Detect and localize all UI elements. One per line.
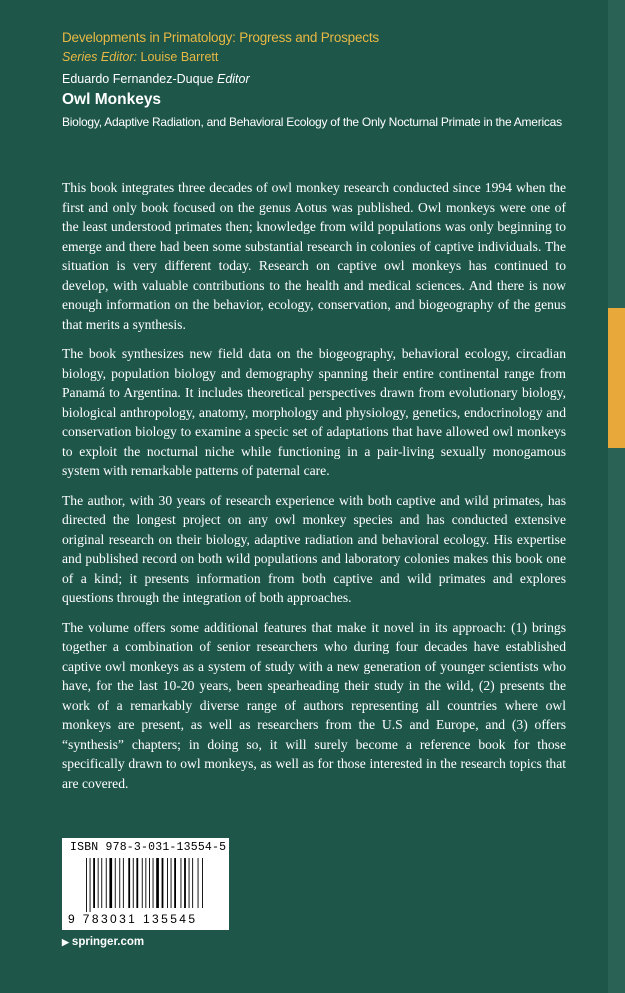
description: [62, 178, 566, 803]
description-paragraph-4: The volume offers some additional features that make it novel in its approach: (1) brings together a combination of senior researchers who during four decades have established captive owl monkeys as a system of study with a new generation of younger scientists who have, for the last 10-20 years, been spearheading their study in the wild, (2) presents the work of a remarkably diverse range of authors representing all countries where owl monkeys are present, as well as researchers from the U.S and Europe, and (3) offers “synthesis” chapters; in doing so, it will surely become a reference book for those specifically drawn to owl monkeys, as well as for those interested in the research topics that are covered.: [62, 619, 566, 791]
side-strip: [608, 0, 625, 993]
description-paragraph-2: The book synthesizes new field data on the biogeography, behavioral ecology, circadian biology, population biology and demography spanning their entire continental range from Panamá to Argentina. It includes theoretical perspectives drawn from evolutionary biology, biological anthropology, anatomy, morphology and physiology, genetics, endocrinology and conservation biology to examine a specic set of adaptations that have allowed owl monkeys to exploit the nocturnal niche while functioning in a pair-living sexually monogamous system with remarkable patterns of paternal care.: [62, 346, 566, 478]
description-paragraph-1: This book integrates three decades of owl monkey research conducted since 1994 when the first and only book focused on the genus Aotus was published. Owl monkeys were one of the least understood primates then; knowledge from wild populations was only beginning to emerge and there had been some substantial research in colonies of captive individuals. The situation is very different today. Research on captive owl monkeys has continued to develop, with valuable contributions to the health and medical sciences. And there is now enough information on the behavior, ecology, conservation, and biogeography of the genus that merits a synthesis.: [62, 180, 566, 332]
editor-line: [62, 70, 592, 88]
series-editor: [62, 48, 592, 66]
editor-role: Editor: [216, 72, 250, 86]
arrow-icon: ▶: [62, 937, 69, 947]
series-title: Developments in Primatology: Progress and Prospects: [62, 30, 379, 45]
series-editor-label: Series Editor:: [62, 50, 138, 64]
side-accent-bar: [608, 308, 625, 448]
book-subtitle: Biology, Adaptive Radiation, and Behavioral Ecology of the Only Nocturnal Primate in the Americas: [62, 115, 562, 129]
barcode-digits: 9 783031 135545: [68, 912, 198, 926]
book-title: Owl Monkeys: [62, 91, 162, 108]
publisher-url: springer.com: [71, 936, 145, 948]
header: [62, 28, 592, 131]
barcode-box: [62, 838, 229, 930]
publisher-link[interactable]: [62, 936, 144, 948]
isbn-text: ISBN 978-3-031-13554-5: [70, 841, 227, 854]
barcode-bars: [86, 858, 206, 912]
series-editor-name: Louise Barrett: [140, 50, 219, 64]
description-paragraph-3: The author, with 30 years of research experience with both captive and wild primates, has directed the longest project on any owl monkey species and has conducted extensive original research on their biology, adaptive radiation and behavioral ecology. His expertise and published record on both wild populations and laboratory colonies makes this book one of a kind; it presents information from both captive and wild primates and explores questions through the integration of both approaches.: [62, 492, 566, 605]
editor-name: Eduardo Fernandez-Duque: [62, 72, 214, 86]
